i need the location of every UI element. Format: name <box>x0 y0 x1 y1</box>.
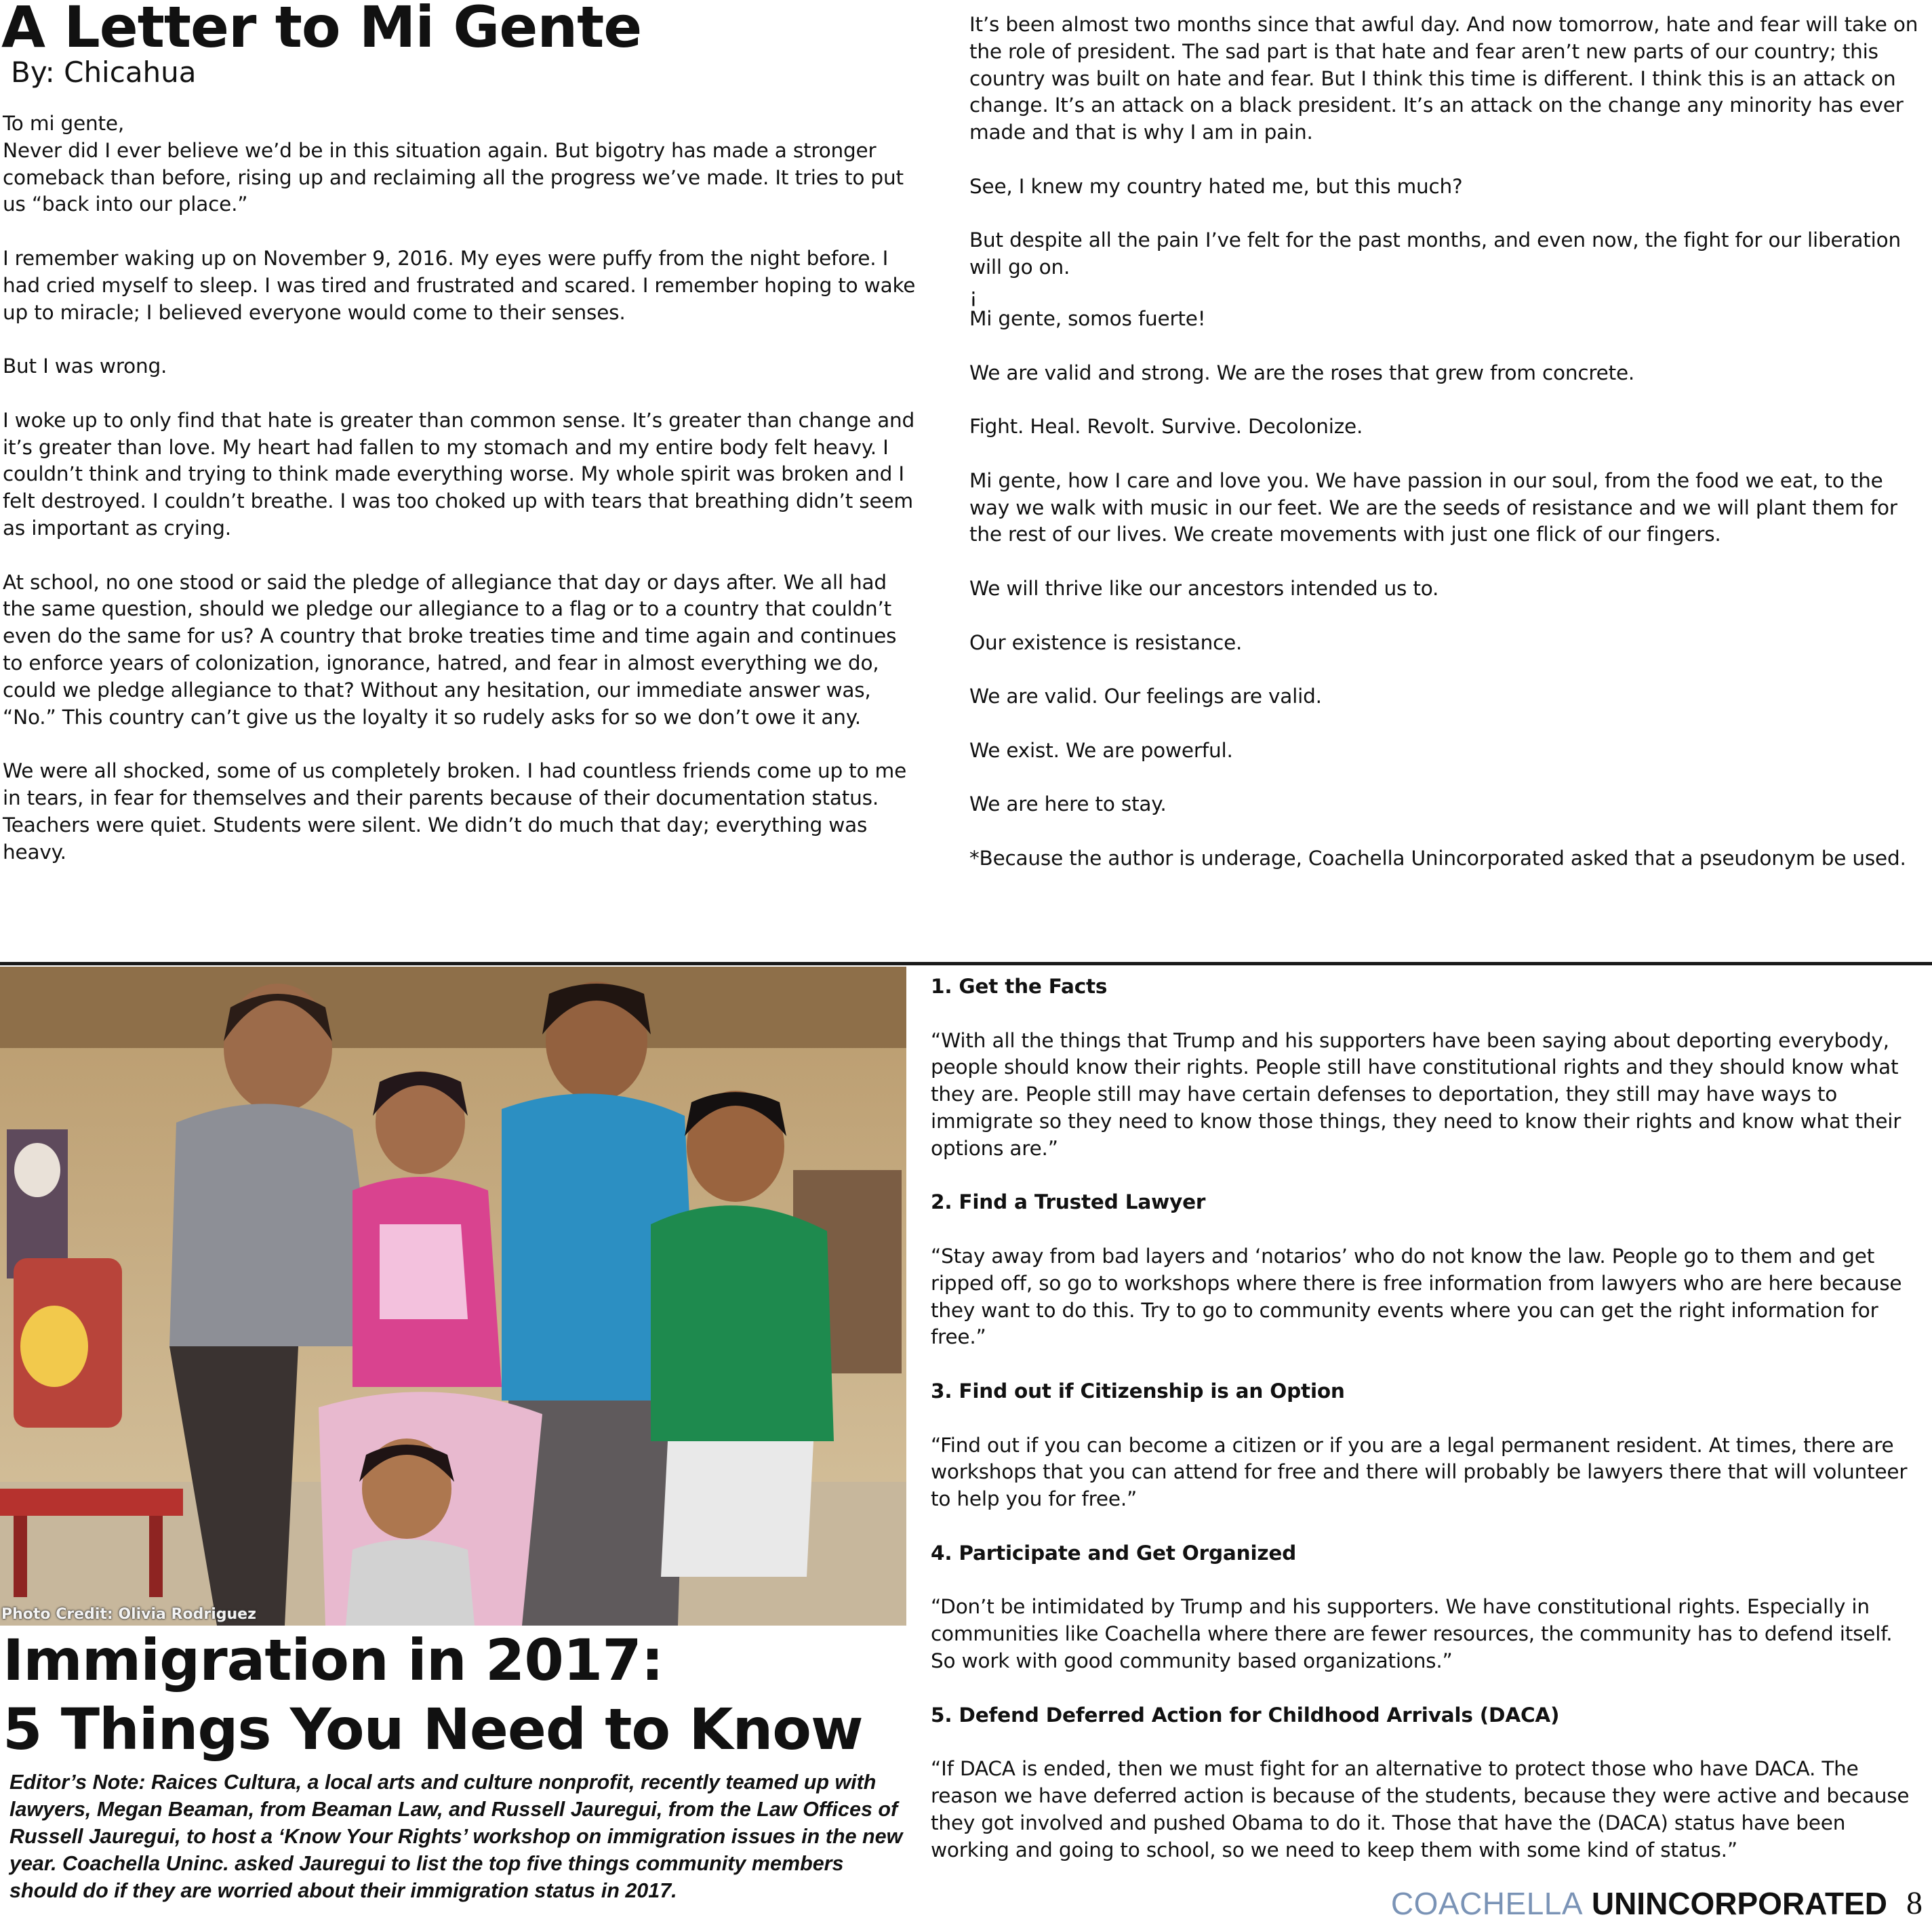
paragraph: It’s been almost two months since that awful day. And now tomorrow, hate and fear will take on the role of president. The sad part is that hate and fear aren’t new parts of our country; this country was built on hate and fear. But I think this time is different. I think this is an attack on change. It’s an attack on a black president. It’s an attack on the change any minority has ever made and that is why I am in pain. <box>969 13 1918 144</box>
publication-footer <box>1391 1885 1887 1923</box>
paragraph: We were all shocked, some of us completely broken. I had countless friends come up to me in tears, in fear for themselves and their parents because of their documentation status. Teachers were quiet. Students were silent. We didn’t do much that day; everything was heavy. <box>3 759 907 864</box>
photo-credit: Photo Credit: Olivia Rodriguez <box>1 1606 256 1623</box>
paragraph: I remember waking up on November 9, 2016. My eyes were puffy from the night before. I had cried myself to sleep. I was tired and frustrated and scared. I remember hoping to wake up to miracle; I believed everyone would come to their senses. <box>3 246 916 324</box>
paragraph: I woke up to only find that hate is greater than common sense. It’s greater than change and it’s greater than love. My heart had fallen to my stomach and my entire body felt heavy. I couldn’t think and trying to think made everything worse. My whole spirit was broken and I felt destroyed. I couldn’t breathe. I was too choked up with tears that breathing didn’t seem as important as crying. <box>3 408 914 540</box>
family-photo <box>0 967 906 1626</box>
paragraph: But I was wrong. <box>3 355 167 378</box>
tip-quote: “Stay away from bad layers and ‘notarios’ who do not know the law. People go to them and get ripped off, so go to workshops where there is free information from lawyers who are here because they want to do this. Try to go to community events where you can get the right information for free.” <box>931 1244 1902 1349</box>
editor-note: Editor’s Note: Raices Cultura, a local arts and culture nonprofit, recently teamed up with lawyers, Megan Beaman, from Beaman Law, and Russell Jauregui, from the Law Offices of Russell Jauregui, to host a ‘Know Your Rights’ workshop on immigration issues in the new year. Coachella Uninc. asked Jauregui to list the top five things community members should do if they are worried about their immigration status in 2017. <box>9 1771 903 1902</box>
paragraph: Never did I ever believe we’d be in this situation again. But bigotry has made a stronger comeback than before, rising up and reclaiming all the progress we’ve made. It tries to put us “back into our place.” <box>3 138 904 216</box>
paragraph: Mi gente, somos fuerte! <box>969 306 1206 330</box>
paragraph: We exist. We are powerful. <box>969 738 1233 762</box>
headline-line-1: Immigration in 2017: <box>3 1627 664 1693</box>
brand-unincorporated: UNINCORPORATED <box>1591 1886 1887 1921</box>
tip-heading: 2. Find a Trusted Lawyer <box>931 1190 1206 1214</box>
tip-heading: 1. Get the Facts <box>931 975 1108 998</box>
letter-left-column <box>3 110 921 893</box>
byline: By: Chicahua <box>11 56 197 89</box>
paragraph: At school, no one stood or said the pledge of allegiance that day or days after. We all had the same question, should we pledge our allegiance to a flag or to a country that couldn’t even do the same for us? A country that broke treaties time and time again and continues to enforce years of colonization, ignorance, hatred, and fear in almost everything we do, could we pledge allegiance to that? Without any hesitation, our immediate answer was, “No.” This country can’t give us the loyalty it so rudely asks for so we don’t owe it any. <box>3 570 897 729</box>
immigration-headline <box>3 1626 911 1764</box>
family-photo-illustration <box>0 967 906 1626</box>
immigration-tips-column <box>931 973 1920 1891</box>
footnote: *Because the author is underage, Coachella Unincorporated asked that a pseudonym be used. <box>969 846 1906 870</box>
page-number: 8 <box>1906 1885 1923 1921</box>
headline-line-2: 5 Things You Need to Know <box>3 1696 863 1763</box>
paragraph: We are valid. Our feelings are valid. <box>969 685 1322 708</box>
paragraph: But despite all the pain I’ve felt for the past months, and even now, the fight for our liberation will go on. <box>969 228 1901 279</box>
letter-right-column <box>969 12 1918 900</box>
article-title: A Letter to Mi Gente <box>1 0 642 60</box>
paragraph: We are valid and strong. We are the roses that grew from concrete. <box>969 361 1635 384</box>
tip-quote: “Don’t be intimidated by Trump and his supporters. We have constitutional rights. Especially in communities like Coachella where there are fewer resources, the community has to defend itself. So work with good community based organizations.” <box>931 1595 1893 1672</box>
tip-heading: 5. Defend Deferred Action for Childhood Arrivals (DACA) <box>931 1703 1560 1727</box>
inverted-exclamation: ¡ <box>969 283 978 307</box>
paragraph: Fight. Heal. Revolt. Survive. Decolonize. <box>969 415 1363 439</box>
paragraph: Mi gente, how I care and love you. We have passion in our soul, from the food we eat, to the way we walk with music in our feet. We are the seeds of resistance and we will plant them for the rest of our lives. We create movements with just one flick of our fingers. <box>969 468 1897 546</box>
paragraph: Our existence is resistance. <box>969 630 1243 654</box>
brand-coachella: COACHELLA <box>1390 1886 1584 1921</box>
salutation: To mi gente, <box>3 112 125 135</box>
tip-heading: 3. Find out if Citizenship is an Option <box>931 1379 1345 1403</box>
tip-heading: 4. Participate and Get Organized <box>931 1541 1297 1565</box>
tip-quote: “Find out if you can become a citizen or if you are a legal permanent resident. At times, there are workshops that you can attend for free and there will probably be lawyers there that will volunteer to help you for free.” <box>931 1433 1908 1511</box>
section-divider <box>0 962 1932 965</box>
paragraph: See, I knew my country hated me, but this much? <box>969 174 1463 198</box>
tip-quote: “With all the things that Trump and his supporters have been saying about deporting everybody, people should know their rights. People still have constitutional rights and they should know what they are. People still may have certain defenses to deportation, they still may have ways to immigrate so they need to know those things, they need to know their rights and know what their options are.” <box>931 1028 1901 1160</box>
paragraph: We are here to stay. <box>969 792 1167 816</box>
paragraph: We will thrive like our ancestors intended us to. <box>969 576 1439 600</box>
tip-quote: “If DACA is ended, then we must fight for an alternative to protect those who have DACA. The reason we have deferred action is because of the students, because they were active and because they got involved and pushed Obama to do it. Those that have the (DACA) status have been working and going to school, so we need to keep them with some kind of status.” <box>931 1757 1910 1861</box>
